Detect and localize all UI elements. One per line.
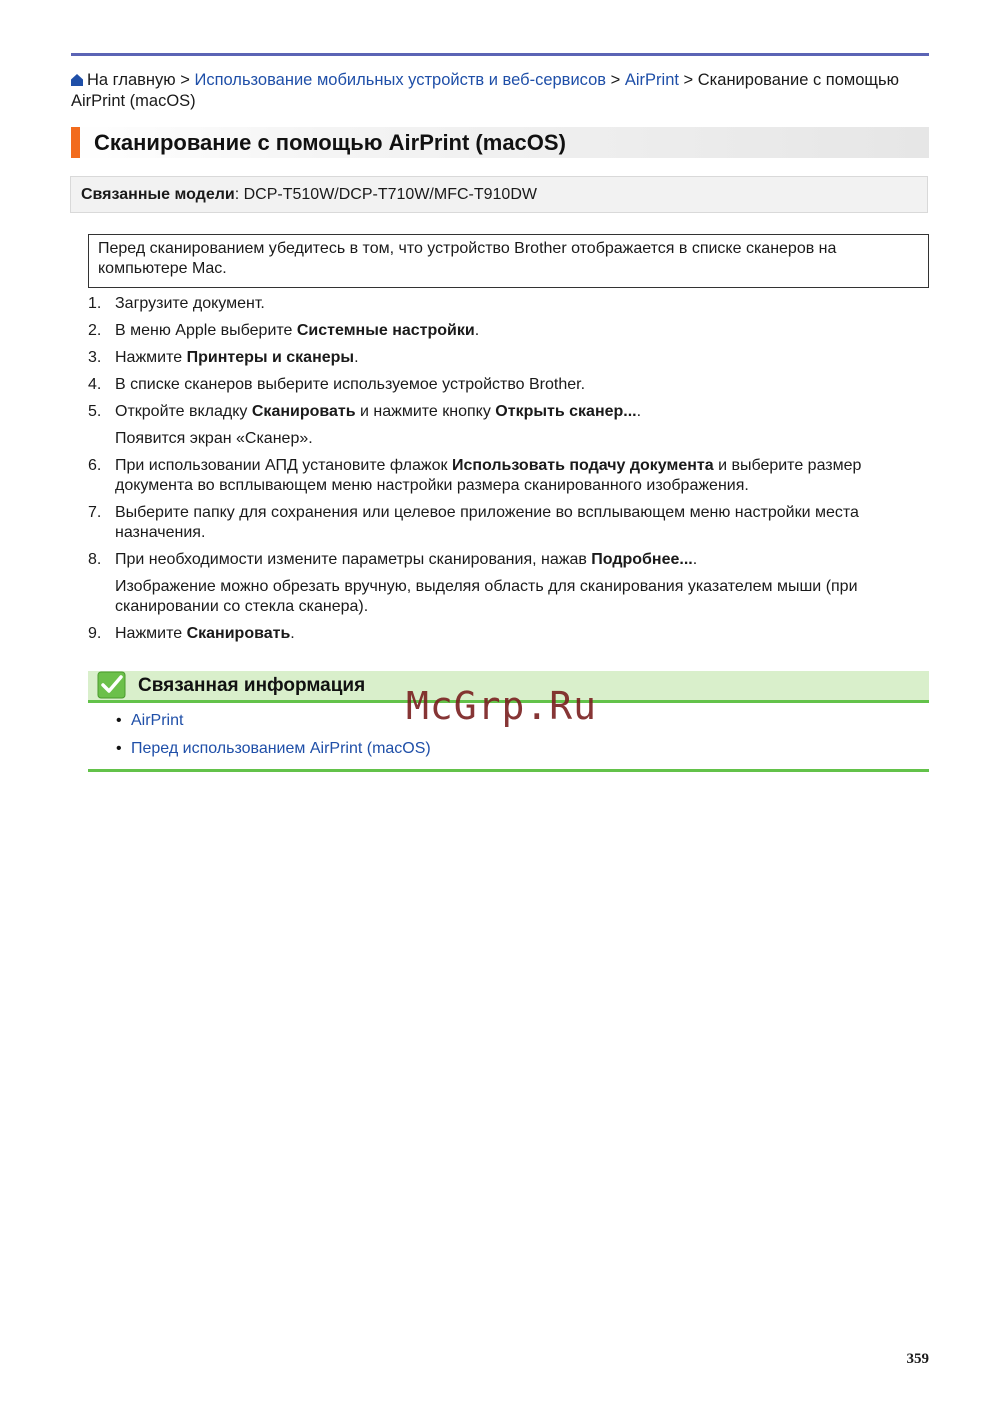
home-icon[interactable] <box>71 74 83 86</box>
step-text: и выберите размер документа во всплывающем меню настройки размера сканированного изображения. <box>115 457 862 494</box>
related-link-airprint[interactable]: AirPrint <box>131 712 184 729</box>
step-result-text: Изображение можно обрезать вручную, выделяя область для сканирования указателем мыши (при сканировании со стекла сканера). <box>115 578 858 615</box>
page-title: Сканирование с помощью AirPrint (macOS) <box>94 130 566 155</box>
step-text: В списке сканеров выберите используемое устройство Brother. <box>115 376 586 393</box>
related-models-label: Связанные модели <box>81 186 235 203</box>
checkmark-icon <box>97 671 127 699</box>
step-bold-text: Сканировать <box>186 625 291 642</box>
step-bold-text: Подробнее... <box>591 551 693 568</box>
step-number: 8. <box>88 551 102 568</box>
step-item <box>88 294 918 314</box>
breadcrumb-separator: > <box>175 71 195 89</box>
step-text: Откройте вкладку <box>115 403 252 420</box>
step-number: 3. <box>88 349 102 366</box>
step-item <box>88 503 918 543</box>
step-result-text: Появится экран «Сканер». <box>115 430 313 447</box>
step-bold-text: Системные настройки <box>296 322 475 339</box>
step-bold-text: Принтеры и сканеры <box>186 349 355 366</box>
step-bold-text: Открыть сканер... <box>495 403 637 420</box>
watermark: McGrp.Ru <box>406 684 598 728</box>
steps-list <box>88 294 918 651</box>
note-text: Перед сканированием убедитесь в том, что устройство Brother отображается в списке сканеров на компьютере Mac. <box>98 240 837 277</box>
step-item <box>88 375 918 395</box>
title-accent <box>71 127 80 158</box>
step-item <box>88 402 918 449</box>
step-text: . <box>290 625 295 642</box>
breadcrumb <box>71 70 929 112</box>
related-models-value: : DCP-T510W/DCP-T710W/MFC-T910DW <box>234 186 537 203</box>
related-links-list <box>116 711 431 767</box>
related-models <box>70 176 928 213</box>
top-rule <box>71 53 929 56</box>
step-item <box>88 321 918 341</box>
breadcrumb-separator: > <box>678 71 698 89</box>
step-number: 5. <box>88 403 102 420</box>
step-text: . <box>354 349 359 366</box>
step-text: . <box>636 403 642 420</box>
step-bold-text: Использовать подачу документа <box>451 457 714 474</box>
breadcrumb-mobile-web-services-link[interactable]: Использование мобильных устройств и веб-сервисов <box>194 71 607 89</box>
breadcrumb-home-link[interactable]: На главную <box>87 71 176 89</box>
breadcrumb-separator: > <box>606 71 625 89</box>
step-text: При использовании АПД установите флажок <box>115 457 452 474</box>
related-link-item <box>116 739 431 759</box>
related-bottom-rule <box>88 769 929 772</box>
step-text: и нажмите кнопку <box>355 403 496 420</box>
step-text: Загрузите документ. <box>115 295 265 312</box>
related-link-item <box>116 711 431 731</box>
step-text: В меню Apple выберите <box>115 322 297 339</box>
step-item <box>88 624 918 644</box>
page-title-bar <box>71 127 929 158</box>
step-text: . <box>692 551 698 568</box>
step-number: 2. <box>88 322 102 339</box>
related-info-title: Связанная информация <box>138 675 366 696</box>
step-item <box>88 456 918 496</box>
page-number: 359 <box>906 1351 929 1367</box>
step-number: 9. <box>88 625 102 642</box>
step-number: 7. <box>88 504 102 521</box>
step-text: Нажмите <box>115 625 187 642</box>
step-text: . <box>474 322 480 339</box>
step-item <box>88 550 918 617</box>
step-text: При необходимости измените параметры сканирования, нажав <box>115 551 592 568</box>
breadcrumb-current: Сканирование с помощью AirPrint (macOS) <box>71 71 899 110</box>
step-number: 6. <box>88 457 102 474</box>
note-box <box>88 234 929 288</box>
step-number: 1. <box>88 295 102 312</box>
step-text: Выберите папку для сохранения или целевое приложение во всплывающем меню настройки места назначения. <box>115 504 859 541</box>
step-number: 4. <box>88 376 102 393</box>
breadcrumb-airprint-link[interactable]: AirPrint <box>624 71 679 89</box>
related-link-before-using-airprint[interactable]: Перед использованием AirPrint (macOS) <box>131 740 431 757</box>
step-text: Нажмите <box>115 349 187 366</box>
step-item <box>88 348 918 368</box>
step-bold-text: Сканировать <box>251 403 356 420</box>
